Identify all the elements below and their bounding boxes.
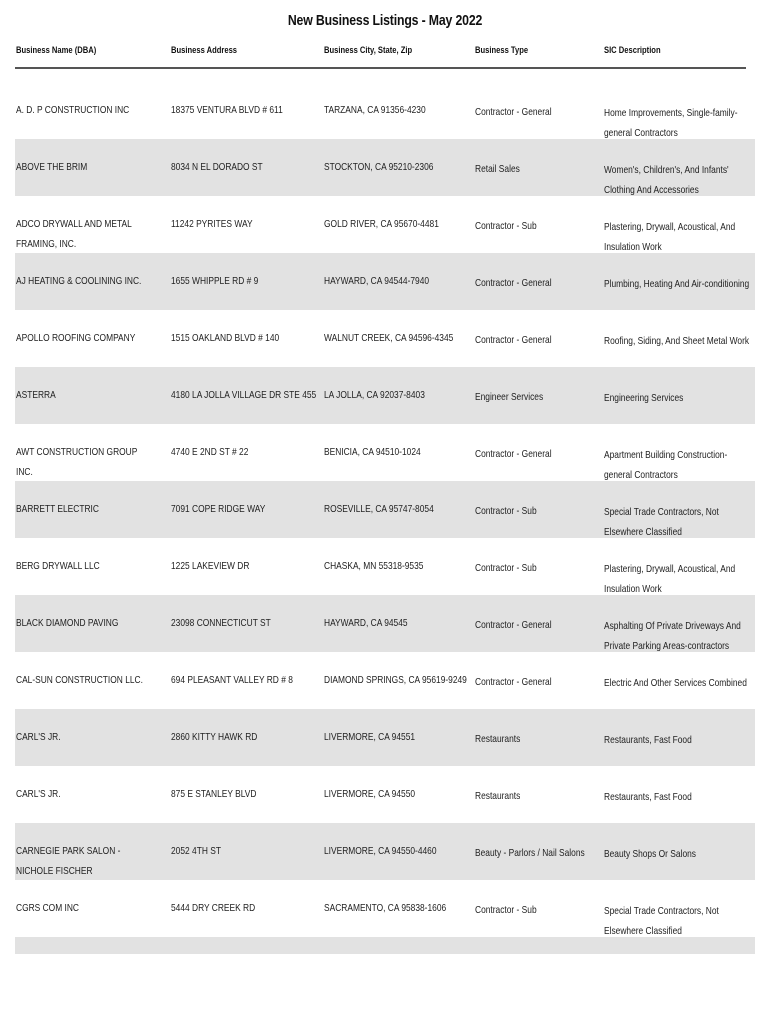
business-address-cell: 1225 LAKEVIEW DR <box>171 560 250 572</box>
business-type-cell: Restaurants <box>475 790 521 802</box>
business-type-cell: Retail Sales <box>475 163 520 175</box>
business-city-cell: LIVERMORE, CA 94550 <box>324 788 416 800</box>
business-city-cell: HAYWARD, CA 94545 <box>324 617 408 629</box>
business-name-cell: AWT CONSTRUCTION GROUP INC. <box>16 446 138 478</box>
business-address-cell: 2860 KITTY HAWK RD <box>171 731 258 743</box>
sic-description-cell: Plumbing, Heating And Air-conditioning <box>604 278 750 290</box>
business-city-cell: DIAMOND SPRINGS, CA 95619-9249 <box>324 674 467 686</box>
business-address-cell: 11242 PYRITES WAY <box>171 218 253 230</box>
table-row <box>15 823 755 880</box>
sic-description-cell: Roofing, Siding, And Sheet Metal Work <box>604 335 750 347</box>
business-name-cell: CGRS COM INC <box>16 902 79 914</box>
sic-description-cell: Asphalting Of Private Driveways And Private Parking Areas-contractors <box>604 620 741 652</box>
business-city-cell: LIVERMORE, CA 94551 <box>324 731 416 743</box>
sic-description-cell: Plastering, Drywall, Acoustical, And Insulation Work <box>604 563 736 595</box>
business-type-cell: Contractor - General <box>475 277 552 289</box>
table-row <box>15 367 755 424</box>
table-row <box>15 880 755 937</box>
table-row <box>15 709 755 766</box>
business-address-cell: 4180 LA JOLLA VILLAGE DR STE 455 <box>171 389 317 401</box>
sic-description-cell: Women's, Children's, And Infants' Clothing And Accessories <box>604 164 729 196</box>
business-name-cell: CARL'S JR. <box>16 731 61 743</box>
business-address-cell: 1515 OAKLAND BLVD # 140 <box>171 332 280 344</box>
business-name-cell: CARL'S JR. <box>16 788 61 800</box>
column-header-name: Business Name (DBA) <box>16 45 97 56</box>
business-address-cell: 2052 4TH ST <box>171 845 221 857</box>
business-name-cell: ADCO DRYWALL AND METAL FRAMING, INC. <box>16 218 132 250</box>
business-name-cell: BLACK DIAMOND PAVING <box>16 617 119 629</box>
business-type-cell: Beauty - Parlors / Nail Salons <box>475 847 585 859</box>
table-row <box>15 196 755 253</box>
table-row <box>15 424 755 481</box>
column-header-type: Business Type <box>475 45 529 56</box>
sic-description-cell: Beauty Shops Or Salons <box>604 848 696 860</box>
sic-description-cell: Home Improvements, Single-family-general Contractors <box>604 107 738 139</box>
sic-description-cell: Restaurants, Fast Food <box>604 791 692 803</box>
business-address-cell: 1655 WHIPPLE RD # 9 <box>171 275 259 287</box>
page-title: New Business Listings - May 2022 <box>287 12 483 29</box>
table-row <box>15 82 755 139</box>
column-header-address: Business Address <box>171 45 238 56</box>
business-city-cell: CHASKA, MN 55318-9535 <box>324 560 424 572</box>
business-city-cell: LA JOLLA, CA 92037-8403 <box>324 389 425 401</box>
business-address-cell: 7091 COPE RIDGE WAY <box>171 503 266 515</box>
table-row <box>15 595 755 652</box>
sic-description-cell: Special Trade Contractors, Not Elsewhere Classified <box>604 506 719 538</box>
business-name-cell: BERG DRYWALL LLC <box>16 560 100 572</box>
business-type-cell: Contractor - General <box>475 619 552 631</box>
sic-description-cell: Special Trade Contractors, Not Elsewhere Classified <box>604 905 719 937</box>
business-name-cell: APOLLO ROOFING COMPANY <box>16 332 136 344</box>
business-city-cell: HAYWARD, CA 94544-7940 <box>324 275 430 287</box>
business-address-cell: 8034 N EL DORADO ST <box>171 161 263 173</box>
business-name-cell: CAL-SUN CONSTRUCTION LLC. <box>16 674 143 686</box>
business-address-cell: 694 PLEASANT VALLEY RD # 8 <box>171 674 293 686</box>
listings-table <box>15 82 755 954</box>
business-city-cell: SACRAMENTO, CA 95838-1606 <box>324 902 447 914</box>
sic-description-cell: Electric And Other Services Combined <box>604 677 747 689</box>
business-name-cell: A. D. P CONSTRUCTION INC <box>16 104 130 116</box>
column-header-sic: SIC Description <box>604 45 661 56</box>
table-row <box>15 538 755 595</box>
table-row <box>15 139 755 196</box>
business-city-cell: BENICIA, CA 94510-1024 <box>324 446 421 458</box>
business-city-cell: WALNUT CREEK, CA 94596-4345 <box>324 332 454 344</box>
table-row <box>15 481 755 538</box>
business-name-cell: ASTERRA <box>16 389 56 401</box>
table-row <box>15 766 755 823</box>
business-type-cell: Contractor - General <box>475 676 552 688</box>
business-type-cell: Contractor - General <box>475 106 552 118</box>
table-row <box>15 652 755 709</box>
business-type-cell: Contractor - General <box>475 334 552 346</box>
table-header <box>15 43 746 69</box>
business-address-cell: 18375 VENTURA BLVD # 611 <box>171 104 283 116</box>
business-type-cell: Contractor - Sub <box>475 220 537 232</box>
business-name-cell: ABOVE THE BRIM <box>16 161 88 173</box>
business-city-cell: TARZANA, CA 91356-4230 <box>324 104 426 116</box>
table-row <box>15 253 755 310</box>
business-address-cell: 875 E STANLEY BLVD <box>171 788 257 800</box>
business-name-cell: AJ HEATING & COOLINING INC. <box>16 275 142 287</box>
business-type-cell: Contractor - Sub <box>475 904 537 916</box>
business-type-cell: Restaurants <box>475 733 521 745</box>
table-end-row <box>15 937 755 954</box>
sic-description-cell: Apartment Building Construction-general Contractors <box>604 449 728 481</box>
business-city-cell: GOLD RIVER, CA 95670-4481 <box>324 218 439 230</box>
business-name-cell: BARRETT ELECTRIC <box>16 503 99 515</box>
business-address-cell: 5444 DRY CREEK RD <box>171 902 256 914</box>
column-header-city: Business City, State, Zip <box>324 45 413 56</box>
business-name-cell: CARNEGIE PARK SALON - NICHOLE FISCHER <box>16 845 121 877</box>
business-city-cell: ROSEVILLE, CA 95747-8054 <box>324 503 434 515</box>
business-type-cell: Contractor - Sub <box>475 562 537 574</box>
sic-description-cell: Restaurants, Fast Food <box>604 734 692 746</box>
sic-description-cell: Engineering Services <box>604 392 684 404</box>
business-address-cell: 23098 CONNECTICUT ST <box>171 617 271 629</box>
business-type-cell: Engineer Services <box>475 391 544 403</box>
table-row <box>15 310 755 367</box>
business-city-cell: LIVERMORE, CA 94550-4460 <box>324 845 437 857</box>
business-city-cell: STOCKTON, CA 95210-2306 <box>324 161 434 173</box>
sic-description-cell: Plastering, Drywall, Acoustical, And Insulation Work <box>604 221 736 253</box>
business-type-cell: Contractor - Sub <box>475 505 537 517</box>
business-type-cell: Contractor - General <box>475 448 552 460</box>
business-address-cell: 4740 E 2ND ST # 22 <box>171 446 249 458</box>
